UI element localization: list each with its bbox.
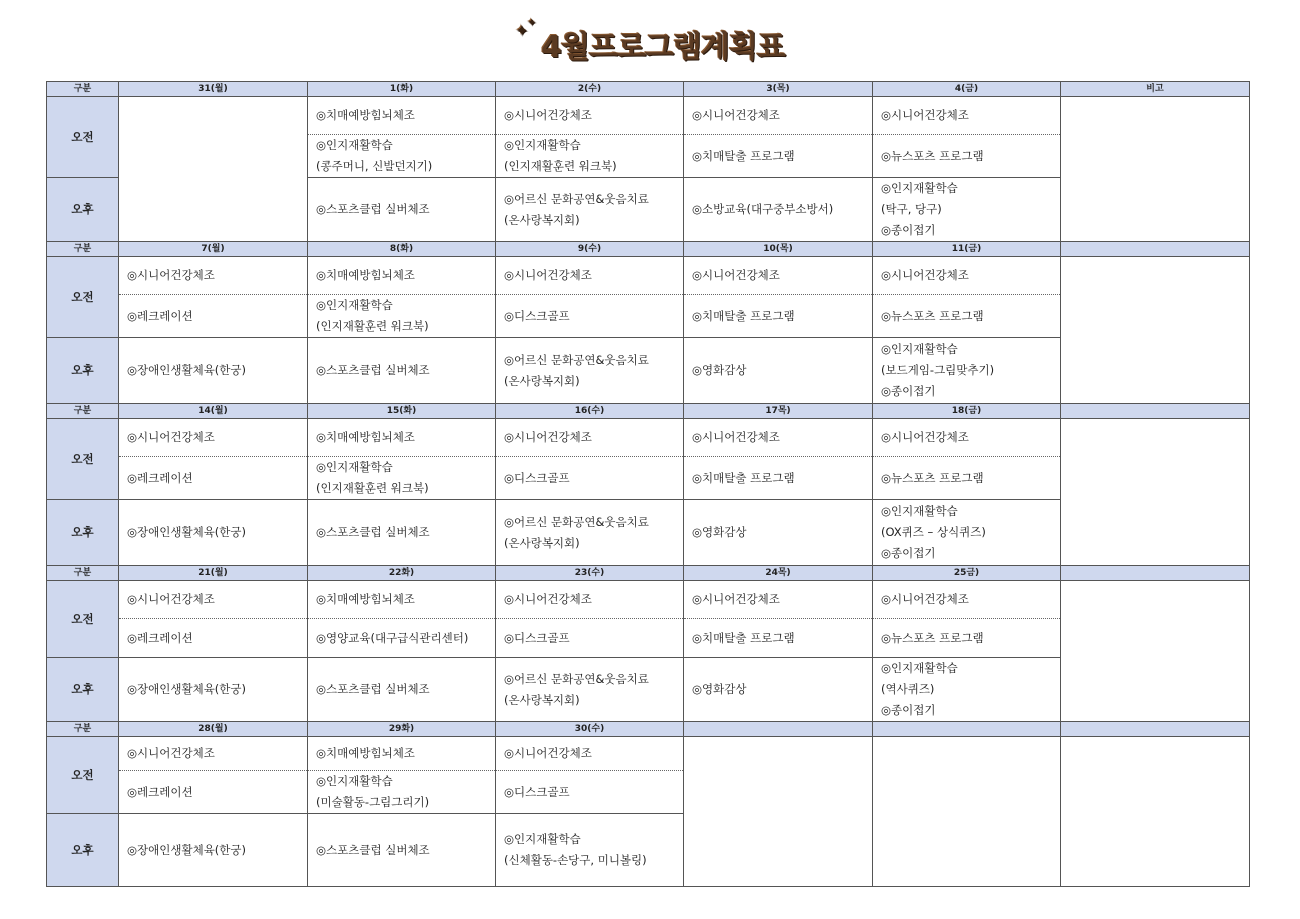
schedule-cell [119,619,308,658]
program-line: ◎시니어건강체조 [881,268,969,282]
am-label: 오전 [47,257,119,338]
schedule-cell [119,737,308,771]
program-line: ◎시니어건강체조 [504,746,592,760]
day-header: 1(화) [308,82,496,97]
cell-lines [692,522,872,543]
schedule-cell [308,178,496,242]
cell-lines [504,265,683,286]
day-header: 22화) [308,566,496,581]
schedule-cell [873,257,1061,295]
program-line: (인지재활훈련 워크북) [504,159,617,173]
day-header: 30(수) [496,722,684,737]
schedule-cell [684,619,873,658]
program-line: (온사랑복지회) [504,212,580,227]
program-line: (OX퀴즈 – 상식퀴즈) [881,525,986,539]
schedule-cell [873,500,1061,566]
note-cell [1061,737,1250,887]
cell-lines [316,360,495,381]
program-line: (신체활동-손당구, 미니볼링) [504,853,647,867]
cell-lines [316,771,495,813]
day-header: 3(목) [684,82,873,97]
cell-lines [881,427,1060,448]
schedule-cell [119,295,308,338]
cell-lines [692,265,872,286]
program-line: (온사랑복지회) [504,373,580,388]
am-label: 오전 [47,737,119,814]
cell-lines [127,522,307,543]
cell-lines [127,468,307,489]
schedule-cell [496,658,684,722]
program-line: ◎치매탈출 프로그램 [692,470,795,485]
program-line: ◎시니어건강체조 [692,108,780,122]
program-line: ◎시니어건강체조 [692,592,780,606]
note-header [1061,404,1250,419]
note-header [1061,566,1250,581]
program-line: ◎인지재활학습 [881,504,958,518]
schedule-cell [684,97,873,135]
cell-lines [692,199,872,220]
schedule-cell [308,419,496,457]
cell-lines [881,339,1060,402]
day-header: 16(수) [496,404,684,419]
schedule-cell [684,178,873,242]
cell-lines [504,512,683,554]
schedule-cell [873,457,1061,500]
cell-lines [692,360,872,381]
schedule-cell [496,814,684,887]
empty-cell [119,97,308,242]
program-line: ◎시니어건강체조 [881,430,969,444]
cell-lines [127,589,307,610]
program-line: ◎인지재활학습 [316,298,393,312]
schedule-cell [308,135,496,178]
program-line: ◎치매예방힘뇌체조 [316,268,415,282]
cell-lines [316,457,495,499]
program-line: ◎레크레이션 [127,630,193,645]
schedule-cell [119,814,308,887]
cell-lines [692,468,872,489]
program-line: ◎영양교육(대구급식관리센터) [316,630,469,645]
program-line: ◎치매예방힘뇌체조 [316,592,415,606]
day-header [873,722,1061,737]
note-cell [1061,257,1250,404]
cell-lines [316,840,495,861]
schedule-cell [496,295,684,338]
cell-lines [316,589,495,610]
pm-label: 오후 [47,500,119,566]
program-line: (역사퀴즈) [881,682,935,696]
schedule-cell [119,581,308,619]
program-line: ◎치매탈출 프로그램 [692,148,795,163]
cell-lines [692,589,872,610]
schedule-cell [496,737,684,771]
program-line: (보드게임-그림맞추기) [881,363,995,377]
program-line: ◎어르신 문화공연&웃음치료 [504,191,649,206]
cell-lines [504,628,683,649]
cell-lines [881,589,1060,610]
cell-lines [127,427,307,448]
schedule-cell [496,581,684,619]
week-header-row [47,82,1250,97]
day-header: 2(수) [496,82,684,97]
day-header: 21(월) [119,566,308,581]
program-line: (인지재활훈련 워크북) [316,319,429,333]
cell-lines [692,679,872,700]
program-line: ◎시니어건강체조 [127,592,215,606]
schedule-cell [308,737,496,771]
schedule-cell [873,581,1061,619]
schedule-cell [684,500,873,566]
program-line: ◎시니어건강체조 [504,108,592,122]
schedule-cell [308,295,496,338]
schedule-cell [308,619,496,658]
schedule-cell [873,658,1061,722]
am-label: 오전 [47,581,119,658]
program-line: ◎시니어건강체조 [504,430,592,444]
cell-lines [504,743,683,764]
empty-cell [684,737,873,887]
pm-label: 오후 [47,814,119,887]
schedule-cell [684,658,873,722]
program-line: ◎시니어건강체조 [504,592,592,606]
program-line: ◎인지재활학습 [881,661,958,675]
program-line: ◎디스크골프 [504,308,570,323]
schedule-cell [684,257,873,295]
program-line: ◎레크레이션 [127,784,193,799]
week-header-row [47,722,1250,737]
program-line: ◎치매탈출 프로그램 [692,630,795,645]
note-header: 비고 [1061,82,1250,97]
schedule-cell [684,338,873,404]
title-area [0,16,1300,66]
day-header: 25금) [873,566,1061,581]
cell-lines [504,135,683,177]
header-division: 구분 [47,566,119,581]
cell-lines [316,199,495,220]
cell-lines [127,840,307,861]
program-line: ◎치매예방힘뇌체조 [316,108,415,122]
program-line: ◎시니어건강체조 [127,746,215,760]
am-row-1 [47,257,1250,295]
program-line: ◎인지재활학습 [316,460,393,474]
cell-lines [504,105,683,126]
cell-lines [127,360,307,381]
cell-lines [504,669,683,711]
schedule-cell [308,257,496,295]
cell-lines [881,306,1060,327]
cell-lines [504,306,683,327]
cell-lines [316,679,495,700]
program-line: ◎영화감상 [692,682,747,696]
schedule-cell [119,457,308,500]
program-line: ◎시니어건강체조 [127,430,215,444]
program-line: ◎인지재활학습 [881,181,958,195]
cell-lines [316,743,495,764]
cell-lines [316,265,495,286]
cell-lines [881,105,1060,126]
schedule-cell [308,771,496,814]
schedule-cell [308,500,496,566]
cell-lines [504,427,683,448]
cell-lines [316,522,495,543]
schedule-cell [496,771,684,814]
note-cell [1061,419,1250,566]
header-division: 구분 [47,404,119,419]
day-header: 8(화) [308,242,496,257]
cell-lines [504,589,683,610]
program-line: (인지재활훈련 워크북) [316,481,429,495]
schedule-cell [684,419,873,457]
schedule-cell [308,97,496,135]
note-header [1061,722,1250,737]
cell-lines [881,468,1060,489]
week-header-row [47,242,1250,257]
cell-lines [127,265,307,286]
cell-lines [692,427,872,448]
program-line: ◎치매탈출 프로그램 [692,308,795,323]
program-line: ◎뉴스포츠 프로그램 [881,630,984,645]
cell-lines [881,178,1060,241]
program-line: ◎스포츠클럽 실버체조 [316,363,430,377]
program-line: ◎뉴스포츠 프로그램 [881,470,984,485]
day-header: 7(월) [119,242,308,257]
program-line: ◎뉴스포츠 프로그램 [881,308,984,323]
cell-lines [127,743,307,764]
week-header-row [47,566,1250,581]
program-line: (온사랑복지회) [504,692,580,707]
day-header: 23(수) [496,566,684,581]
schedule-cell [496,257,684,295]
am-row-1 [47,737,1250,771]
pm-label: 오후 [47,338,119,404]
schedule-cell [684,135,873,178]
program-line: ◎레크레이션 [127,470,193,485]
program-line: ◎인지재활학습 [881,342,958,356]
program-line: ◎어르신 문화공연&웃음치료 [504,352,649,367]
schedule-cell [308,338,496,404]
day-header: 31(월) [119,82,308,97]
program-line: ◎뉴스포츠 프로그램 [881,148,984,163]
schedule-cell [873,619,1061,658]
pm-label: 오후 [47,658,119,722]
day-header: 18(금) [873,404,1061,419]
program-line: ◎영화감상 [692,363,747,377]
program-line: ◎시니어건강체조 [127,268,215,282]
cell-lines [127,782,307,803]
schedule-cell [119,338,308,404]
cell-lines [504,350,683,392]
cell-lines [504,189,683,231]
program-line: (콩주머니, 신발던지기) [316,159,433,173]
program-line: ◎종이접기 [881,703,936,717]
schedule-cell [873,419,1061,457]
header-division: 구분 [47,722,119,737]
schedule-cell [496,135,684,178]
cell-lines [881,501,1060,564]
schedule-cell [119,500,308,566]
program-line: ◎인지재활학습 [504,832,581,846]
day-header [684,722,873,737]
schedule-cell [119,658,308,722]
schedule-cell [496,457,684,500]
schedule-cell [308,814,496,887]
cell-lines [692,628,872,649]
program-line: ◎인지재활학습 [504,138,581,152]
program-line: ◎스포츠클럽 실버체조 [316,202,430,216]
program-line: (미술활동-그림그리기) [316,795,430,809]
schedule-cell [873,338,1061,404]
pm-label: 오후 [47,178,119,242]
schedule-table [46,81,1250,887]
schedule-cell [684,295,873,338]
page-title-text: 4월프로그램계획표 [541,30,785,65]
program-line: ◎디스크골프 [504,470,570,485]
program-line: ◎장애인생활체육(한궁) [127,842,246,857]
day-header: 17목) [684,404,873,419]
schedule-cell [496,419,684,457]
program-line: ◎레크레이션 [127,308,193,323]
schedule-cell [119,419,308,457]
program-line: ◎스포츠클럽 실버체조 [316,682,430,696]
am-label: 오전 [47,419,119,500]
sparkle-icon: ✦ [515,21,528,40]
program-line: ◎어르신 문화공연&웃음치료 [504,671,649,686]
cell-lines [692,105,872,126]
program-line: ◎시니어건강체조 [881,592,969,606]
cell-lines [127,679,307,700]
cell-lines [504,468,683,489]
schedule-cell [496,97,684,135]
cell-lines [316,628,495,649]
program-line: ◎디스크골프 [504,784,570,799]
empty-cell [873,737,1061,887]
program-line: (온사랑복지회) [504,535,580,550]
program-line: ◎시니어건강체조 [692,268,780,282]
schedule-cell [684,581,873,619]
program-line: (탁구, 당구) [881,202,942,216]
program-line: ◎인지재활학습 [316,774,393,788]
program-line: ◎종이접기 [881,546,936,560]
cell-lines [316,105,495,126]
program-line: ◎어르신 문화공연&웃음치료 [504,514,649,529]
note-cell [1061,97,1250,242]
day-header: 15(화) [308,404,496,419]
day-header: 14(월) [119,404,308,419]
cell-lines [127,628,307,649]
program-line: ◎스포츠클럽 실버체조 [316,525,430,539]
cell-lines [127,306,307,327]
cell-lines [881,628,1060,649]
day-header: 24목) [684,566,873,581]
cell-lines [881,146,1060,167]
note-header [1061,242,1250,257]
header-division: 구분 [47,242,119,257]
cell-lines [316,427,495,448]
program-line: ◎치매예방힘뇌체조 [316,430,415,444]
header-division: 구분 [47,82,119,97]
cell-lines [881,658,1060,721]
am-row-1 [47,581,1250,619]
day-header: 4(금) [873,82,1061,97]
schedule-cell [873,178,1061,242]
program-line: ◎장애인생활체육(한궁) [127,363,246,377]
program-line: ◎시니어건강체조 [881,108,969,122]
cell-lines [692,306,872,327]
cell-lines [692,146,872,167]
program-line: ◎종이접기 [881,223,936,237]
schedule-cell [308,457,496,500]
am-label: 오전 [47,97,119,178]
schedule-cell [496,338,684,404]
cell-lines [316,295,495,337]
week-header-row [47,404,1250,419]
cell-lines [316,135,495,177]
am-row-1 [47,419,1250,457]
schedule-cell [873,97,1061,135]
schedule-cell [308,581,496,619]
schedule-cell [496,619,684,658]
schedule-cell [119,257,308,295]
program-line: ◎치매예방힘뇌체조 [316,746,415,760]
program-line: ◎장애인생활체육(한궁) [127,682,246,696]
sparkle-small-icon: ✦ [527,16,536,29]
schedule-cell [873,135,1061,178]
day-header: 9(수) [496,242,684,257]
schedule-cell [496,178,684,242]
day-header: 11(금) [873,242,1061,257]
day-header: 29화) [308,722,496,737]
schedule-cell [119,771,308,814]
program-line: ◎소방교육(대구중부소방서) [692,202,834,216]
schedule-cell [873,295,1061,338]
schedule-cell [308,658,496,722]
day-header: 10(목) [684,242,873,257]
program-line: ◎장애인생활체육(한궁) [127,525,246,539]
note-cell [1061,581,1250,722]
program-line: ◎시니어건강체조 [692,430,780,444]
program-line: ◎스포츠클럽 실버체조 [316,842,430,857]
schedule-cell [684,457,873,500]
day-header: 28(월) [119,722,308,737]
cell-lines [504,782,683,803]
program-line: ◎영화감상 [692,525,747,539]
page-title [515,16,785,66]
program-line: ◎시니어건강체조 [504,268,592,282]
cell-lines [881,265,1060,286]
program-line: ◎디스크골프 [504,630,570,645]
schedule-cell [496,500,684,566]
program-line: ◎인지재활학습 [316,138,393,152]
am-row-1 [47,97,1250,135]
cell-lines [504,829,683,871]
program-line: ◎종이접기 [881,384,936,398]
